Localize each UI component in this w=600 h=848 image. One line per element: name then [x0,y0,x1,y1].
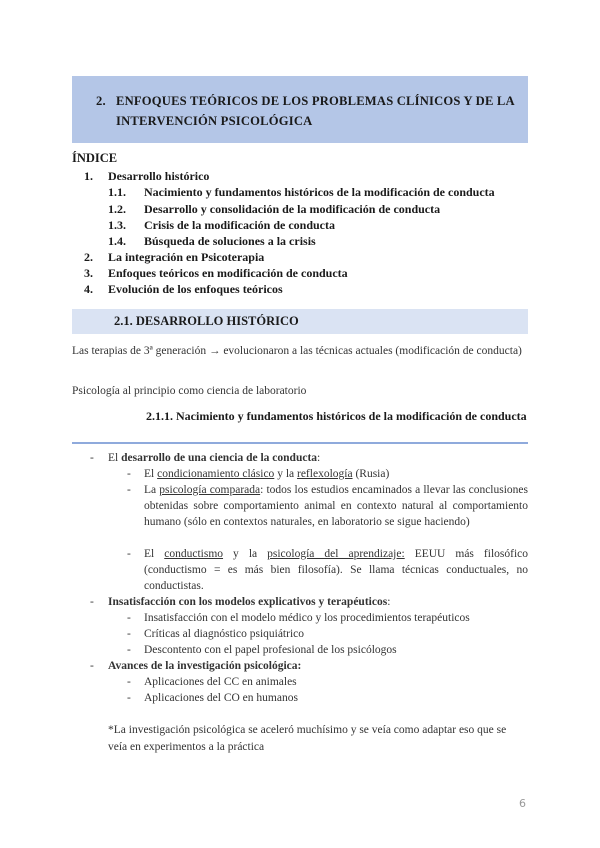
note-paragraph: *La investigación psicológica se aceleró muchísimo y se veía como adaptar eso que se veía en experimentos a la práctica [108,724,507,753]
paragraph: Psicología al principio como ciencia de laboratorio [72,385,307,397]
subsection-heading: 2.1.1. Nacimiento y fundamentos históricos de la modificación de conducta [146,409,527,423]
page-number: 6 [519,797,526,810]
index-title: ÍNDICE [72,151,118,165]
chapter-title [96,91,526,131]
chapter-title-text: ENFOQUES TEÓRICOS DE LOS PROBLEMAS CLÍNICOS Y DE LA INTERVENCIÓN PSICOLÓGICA [116,94,515,128]
chapter-number: 2. [96,94,106,108]
section-title: 2.1. DESARROLLO HISTÓRICO [114,314,299,328]
paragraph: Las terapias de 3ª generación → evolucionaron a las técnicas actuales (modificación de conducta) [72,345,522,357]
heading-rule [72,442,528,444]
